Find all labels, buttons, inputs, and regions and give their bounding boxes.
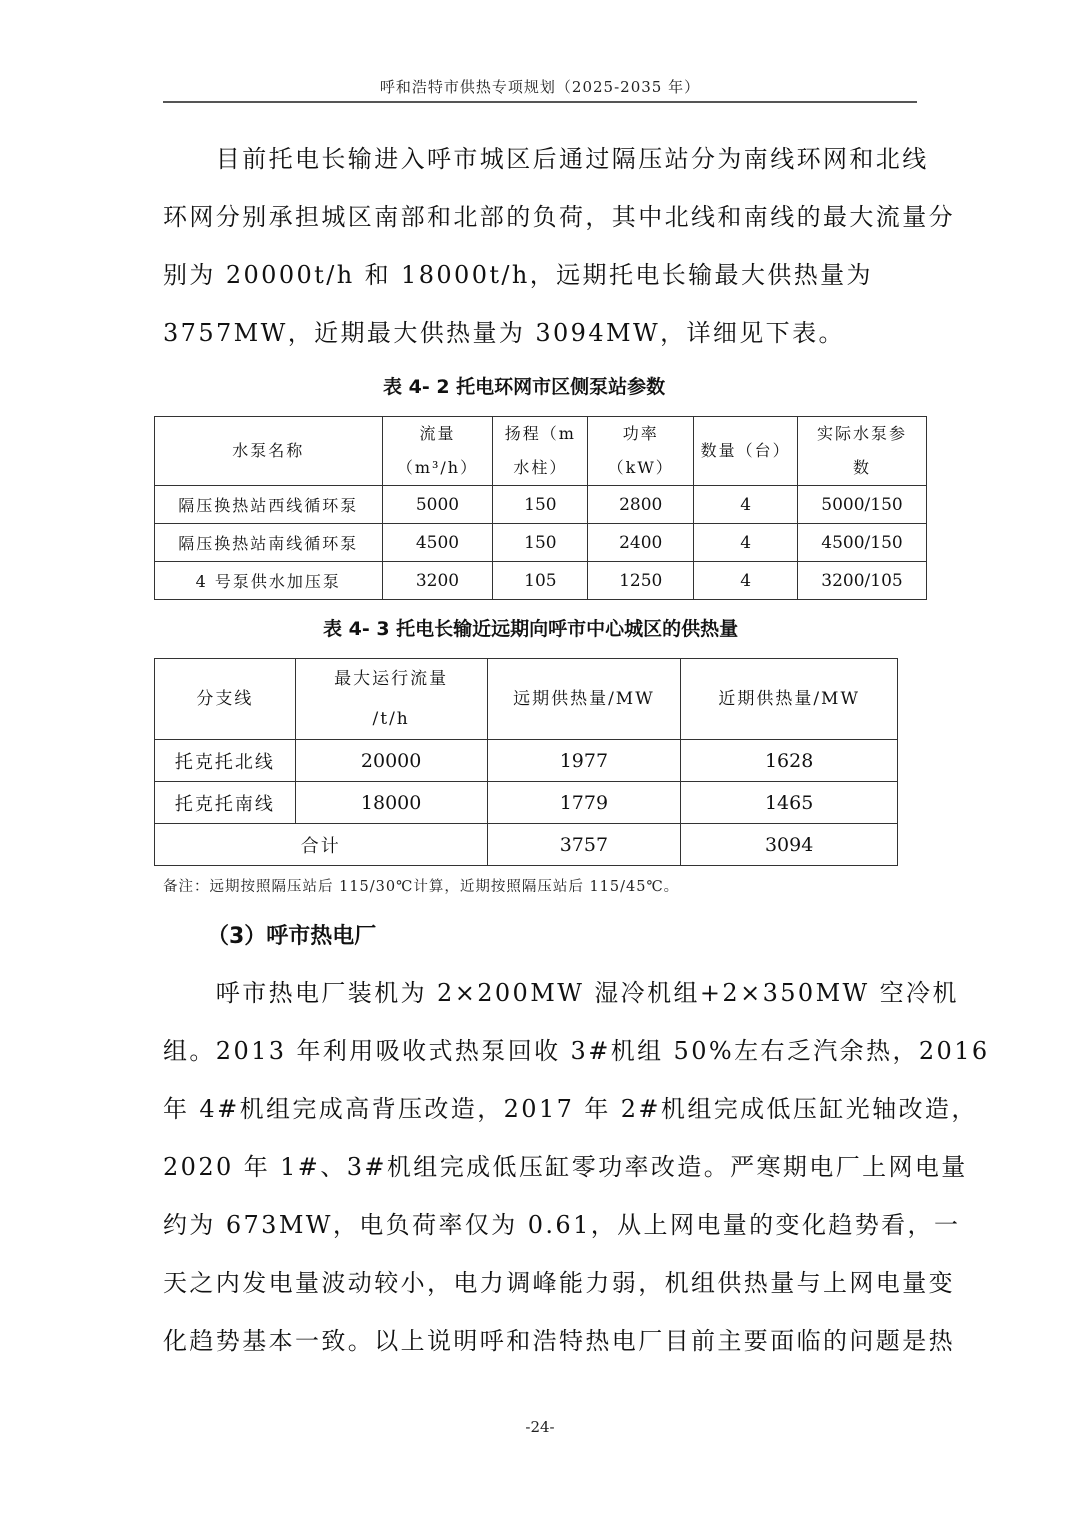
paragraph-line: 环网分别承担城区南部和北部的负荷，其中北线和南线的最大流量分 [163,203,955,231]
table-pump-station-params [154,416,927,600]
cell-near-term: 1628 [681,740,898,782]
table-note: 备注：远期按照隔压站后 115/30℃计算，近期按照隔压站后 115/45℃。 [163,879,680,895]
cell-total-label: 合计 [155,824,488,866]
paragraph-line: 约为 673MW，电负荷率仅为 0.61，从上网电量的变化趋势看，一 [163,1211,961,1239]
paragraph-line: 年 4#机组完成高背压改造，2017 年 2#机组完成低压缸光轴改造， [163,1095,978,1123]
paragraph-line: 目前托电长输进入呼市城区后通过隔压站分为南线环网和北线 [163,145,929,173]
cell-total-near-term: 3094 [681,824,898,866]
header-count: 数量（台） [694,417,798,486]
page-header-title: 呼和浩特市供热专项规划（2025-2035 年） [379,78,701,96]
header-power: 功率 （kW） [588,417,694,486]
cell-total-long-term: 3757 [487,824,681,866]
cell-count: 4 [694,524,798,562]
paragraph-line: 天之内发电量波动较小，电力调峰能力弱，机组供热量与上网电量变 [163,1269,955,1297]
page-number: -24- [525,1418,555,1436]
table-heat-supply-volume [154,658,898,866]
header-flow: 流量 （m³/h） [382,417,493,486]
paragraph-line: 别为 20000t/h 和 18000t/h，远期托电长输最大供热量为 [163,261,873,289]
cell-power: 2800 [588,486,694,524]
table-header-row [155,659,898,740]
cell-flow: 4500 [382,524,493,562]
cell-actual: 4500/150 [798,524,927,562]
cell-long-term: 1977 [487,740,681,782]
cell-pump-name: 隔压换热站西线循环泵 [155,486,383,524]
table-row [155,562,927,600]
cell-head: 105 [493,562,588,600]
section-heading: （3）呼市热电厂 [207,924,377,949]
cell-power: 2400 [588,524,694,562]
paragraph-line: 化趋势基本一致。以上说明呼和浩特热电厂目前主要面临的问题是热 [163,1327,955,1355]
cell-actual: 3200/105 [798,562,927,600]
cell-flow: 3200 [382,562,493,600]
paragraph-heat-transmission [163,130,955,362]
header-max-flow: 最大运行流量 /t/h [295,659,487,740]
header-branch: 分支线 [155,659,296,740]
cell-flow: 18000 [295,782,487,824]
table-row [155,782,898,824]
table-row [155,486,927,524]
paragraph-line: 3757MW，近期最大供热量为 3094MW，详细见下表。 [163,319,845,347]
cell-head: 150 [493,486,588,524]
cell-flow: 5000 [382,486,493,524]
header-near-term-heat: 近期供热量/MW [681,659,898,740]
header-long-term-heat: 远期供热量/MW [487,659,681,740]
cell-count: 4 [694,486,798,524]
cell-near-term: 1465 [681,782,898,824]
cell-long-term: 1779 [487,782,681,824]
header-head: 扬程（m 水柱） [493,417,588,486]
cell-flow: 20000 [295,740,487,782]
cell-power: 1250 [588,562,694,600]
header-divider [163,101,917,103]
cell-branch: 托克托南线 [155,782,296,824]
paragraph-line: 呼市热电厂装机为 2×200MW 湿冷机组+2×350MW 空冷机 [163,979,959,1007]
cell-branch: 托克托北线 [155,740,296,782]
cell-actual: 5000/150 [798,486,927,524]
table-4-2-caption: 表 4- 2 托电环网市区侧泵站参数 [383,376,666,398]
cell-count: 4 [694,562,798,600]
header-pump-name: 水泵名称 [155,417,383,486]
cell-pump-name: 隔压换热站南线循环泵 [155,524,383,562]
table-4-3-caption: 表 4- 3 托电长输近远期向呼市中心城区的供热量 [323,618,739,640]
table-header-row [155,417,927,486]
cell-head: 150 [493,524,588,562]
paragraph-line: 2020 年 1#、3#机组完成低压缸零功率改造。严寒期电厂上网电量 [163,1153,968,1181]
table-row [155,740,898,782]
paragraph-power-plant [163,964,990,1370]
table-row [155,524,927,562]
paragraph-line: 组。2013 年利用吸收式热泵回收 3#机组 50%左右乏汽余热，2016 [163,1037,990,1065]
table-total-row [155,824,898,866]
header-actual-params: 实际水泵参 数 [798,417,927,486]
cell-pump-name: 4 号泵供水加压泵 [155,562,383,600]
